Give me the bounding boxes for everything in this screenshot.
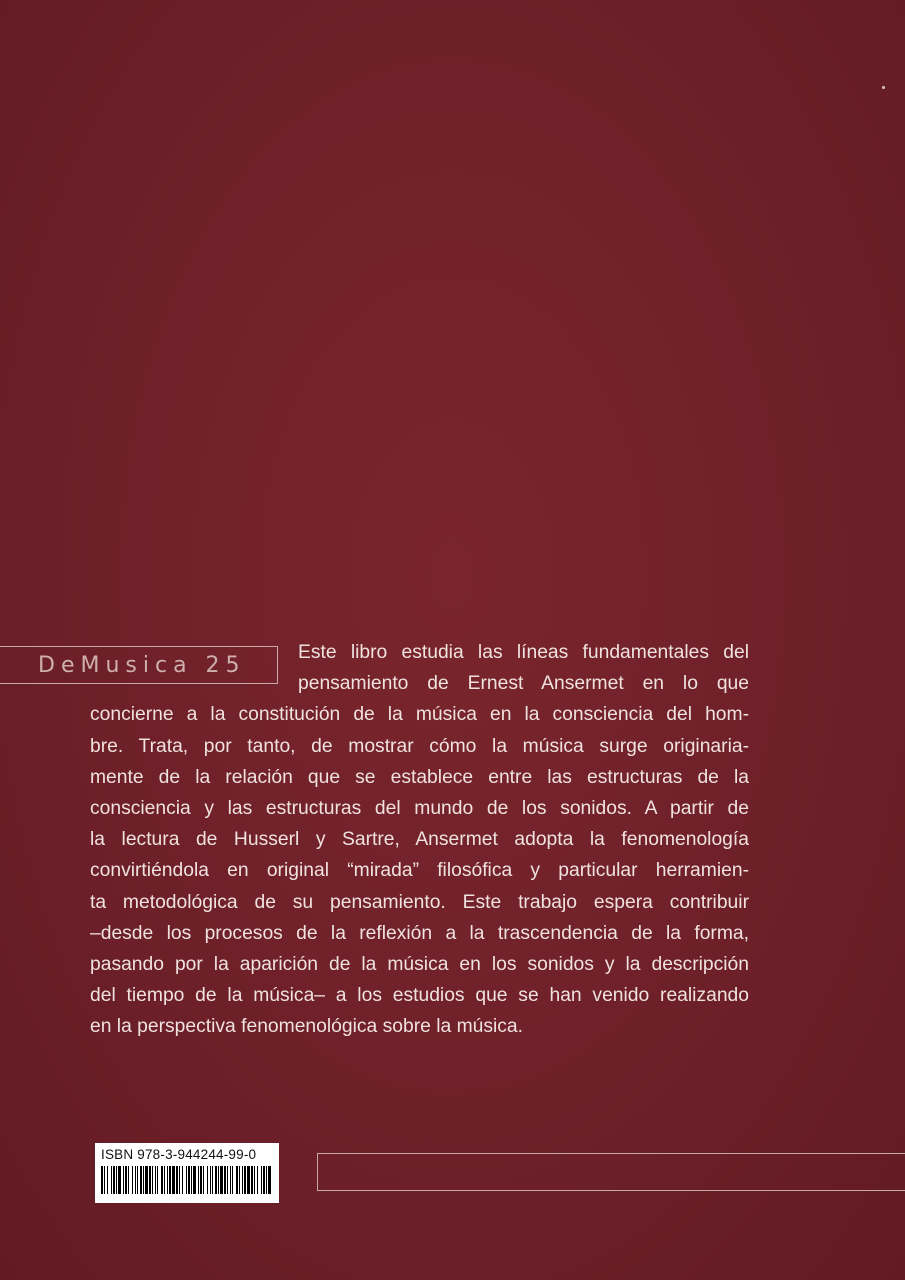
decorative-frame bbox=[317, 1153, 905, 1191]
blurb-line: convirtiéndola en original “mirada” filosófica y particular herramien- bbox=[90, 860, 749, 882]
series-label: DeMusica 25 bbox=[38, 653, 246, 678]
isbn-barcode bbox=[95, 1143, 279, 1203]
blurb-line: consciencia y las estructuras del mundo de los sonidos. A partir de bbox=[90, 798, 749, 820]
speck bbox=[882, 86, 885, 89]
blurb-line: pensamiento de Ernest Ansermet en lo que bbox=[298, 673, 749, 695]
blurb-text bbox=[90, 637, 749, 1043]
blurb-line: concierne a la constitución de la música en la consciencia del hom- bbox=[90, 704, 749, 726]
blurb-line: Este libro estudia las líneas fundamentales del bbox=[298, 642, 749, 663]
blurb-line: bre. Trata, por tanto, de mostrar cómo la música surge originaria- bbox=[90, 735, 749, 757]
blurb-line: la lectura de Husserl y Sartre, Ansermet adopta la fenomenología bbox=[90, 829, 749, 851]
blurb-line: mente de la relación que se establece entre las estructuras de la bbox=[90, 766, 749, 788]
blurb-line: –desde los procesos de la reflexión a la trascendencia de la forma, bbox=[90, 922, 749, 944]
blurb-line: del tiempo de la música– a los estudios que se han venido realizando bbox=[90, 985, 749, 1007]
barcode-bars bbox=[101, 1166, 273, 1194]
blurb-line: ta metodológica de su pensamiento. Este trabajo espera contribuir bbox=[90, 891, 749, 913]
blurb-line: pasando por la aparición de la música en los sonidos y la descripción bbox=[90, 954, 749, 976]
blurb-line: en la perspectiva fenomenológica sobre la música. bbox=[90, 1016, 523, 1038]
isbn-number: ISBN 978-3-944244-99-0 bbox=[101, 1147, 257, 1162]
